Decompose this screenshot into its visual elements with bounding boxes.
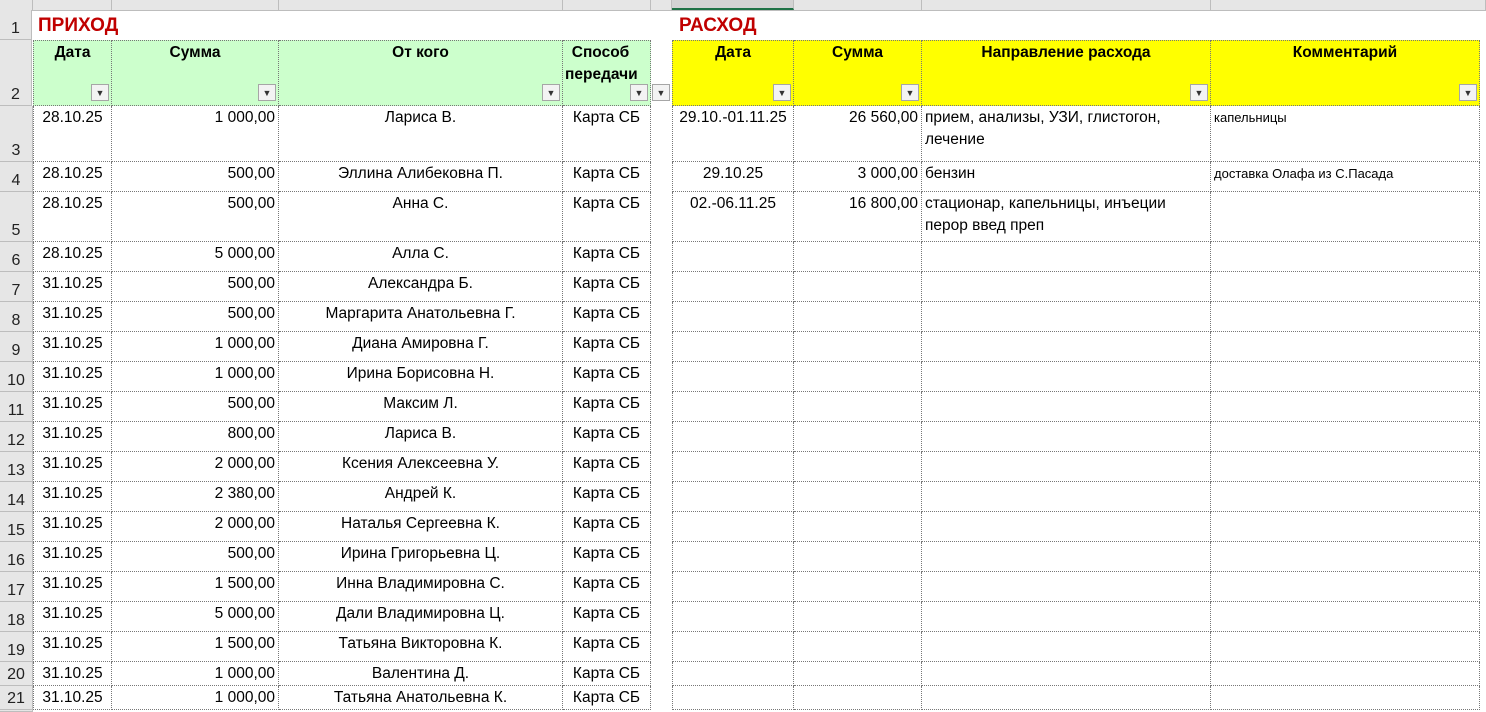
row-number: 10	[7, 372, 25, 389]
row-header[interactable]	[0, 106, 33, 162]
expense-direction-cell[interactable]	[922, 686, 1211, 710]
expense-direction-cell[interactable]	[922, 512, 1211, 542]
expense-direction-cell[interactable]	[922, 632, 1211, 662]
row-number: 11	[7, 402, 25, 419]
income-method-cell[interactable]: Карта СБ	[563, 302, 651, 332]
row-number: 7	[11, 282, 21, 299]
column-header-h[interactable]	[794, 0, 922, 10]
row-number: 18	[7, 612, 25, 629]
row-header[interactable]	[0, 242, 33, 272]
column-header-j[interactable]	[1211, 0, 1486, 10]
expense-comment-cell[interactable]	[1211, 512, 1480, 542]
filter-dropdown-sum[interactable]	[258, 84, 276, 101]
income-sum-cell[interactable]: 2 000,00	[112, 452, 279, 482]
income-from-cell[interactable]: Диана Амировна Г.	[279, 332, 563, 362]
income-date-cell[interactable]: 28.10.25	[33, 192, 112, 242]
row-number: 1	[11, 20, 20, 37]
row-number: 13	[7, 462, 25, 479]
income-method-cell[interactable]: Карта СБ	[563, 362, 651, 392]
expense-sum-cell[interactable]: 26 560,00	[794, 106, 922, 162]
row-number: 19	[7, 642, 25, 659]
expense-sum-cell[interactable]	[794, 392, 922, 422]
income-sum-cell[interactable]: 500,00	[112, 162, 279, 192]
income-date-cell[interactable]: 31.10.25	[33, 512, 112, 542]
expense-date-cell[interactable]	[672, 512, 794, 542]
expense-direction-cell[interactable]: прием, анализы, УЗИ, глистогон, лечение	[922, 106, 1211, 162]
chevron-down-icon: ▼	[1194, 87, 1204, 98]
income-from-cell[interactable]: Татьяна Викторовна К.	[279, 632, 563, 662]
expense-direction-cell[interactable]	[922, 542, 1211, 572]
expense-comment-cell[interactable]	[1211, 482, 1480, 512]
expense-direction-cell[interactable]	[922, 302, 1211, 332]
chevron-down-icon: ▼	[262, 87, 272, 98]
row-number: 16	[7, 552, 25, 569]
expense-sum-cell[interactable]	[794, 662, 922, 686]
income-date-cell[interactable]: 31.10.25	[33, 392, 112, 422]
row-header-2[interactable]	[0, 40, 32, 106]
expense-sum-cell[interactable]: 16 800,00	[794, 192, 922, 242]
row-number: 5	[11, 222, 21, 239]
income-date-cell[interactable]: 31.10.25	[33, 686, 112, 710]
expense-date-cell[interactable]	[672, 686, 794, 710]
expense-comment-cell[interactable]	[1211, 452, 1480, 482]
expense-date-cell[interactable]	[672, 482, 794, 512]
header-label: Дата	[715, 44, 751, 61]
income-header-sum[interactable]	[112, 40, 279, 106]
expense-direction-cell[interactable]	[922, 392, 1211, 422]
header-label: Направление расхода	[981, 44, 1151, 61]
expense-date-cell[interactable]	[672, 362, 794, 392]
expense-sum-cell[interactable]	[794, 302, 922, 332]
select-all-corner[interactable]	[0, 0, 33, 10]
column-header-e[interactable]	[651, 0, 672, 10]
chevron-down-icon: ▼	[95, 87, 105, 98]
income-from-cell[interactable]: Ксения Алексеевна У.	[279, 452, 563, 482]
income-method-cell[interactable]: Карта СБ	[563, 662, 651, 686]
row-header[interactable]	[0, 686, 33, 710]
expense-direction-cell[interactable]: стационар, капельницы, инъеции перор введ преп	[922, 192, 1211, 242]
income-method-cell[interactable]: Карта СБ	[563, 602, 651, 632]
income-method-cell[interactable]: Карта СБ	[563, 106, 651, 162]
column-header-c[interactable]	[279, 0, 563, 10]
row-header[interactable]	[0, 332, 33, 362]
row-header[interactable]	[0, 662, 33, 686]
expense-direction-cell[interactable]	[922, 602, 1211, 632]
expense-comment-cell[interactable]	[1211, 686, 1480, 710]
expense-date-cell[interactable]: 29.10.25	[672, 162, 794, 192]
filter-dropdown-e[interactable]	[652, 84, 670, 101]
expense-date-cell[interactable]	[672, 422, 794, 452]
row-number: 12	[7, 432, 25, 449]
income-method-cell[interactable]: Карта СБ	[563, 162, 651, 192]
expense-comment-cell[interactable]: доставка Олафа из С.Пасада	[1211, 162, 1480, 192]
expense-sum-cell[interactable]	[794, 512, 922, 542]
income-header-from[interactable]	[279, 40, 563, 106]
income-title: ПРИХОД	[38, 15, 119, 36]
expense-direction-cell[interactable]	[922, 242, 1211, 272]
expense-comment-cell[interactable]	[1211, 662, 1480, 686]
income-method-cell[interactable]: Карта СБ	[563, 542, 651, 572]
expense-sum-cell[interactable]: 3 000,00	[794, 162, 922, 192]
row-number: 21	[7, 690, 25, 707]
header-label: От кого	[392, 44, 449, 61]
expense-date-cell[interactable]	[672, 662, 794, 686]
income-method-cell[interactable]: Карта СБ	[563, 482, 651, 512]
income-method-cell[interactable]: Карта СБ	[563, 242, 651, 272]
expense-date-cell[interactable]	[672, 332, 794, 362]
income-from-cell[interactable]: Ирина Григорьевна Ц.	[279, 542, 563, 572]
income-date-cell[interactable]: 31.10.25	[33, 362, 112, 392]
income-method-cell[interactable]: Карта СБ	[563, 512, 651, 542]
expense-direction-cell[interactable]	[922, 272, 1211, 302]
expense-date-cell[interactable]	[672, 542, 794, 572]
expense-sum-cell[interactable]	[794, 422, 922, 452]
chevron-down-icon: ▼	[634, 87, 644, 98]
income-date-cell[interactable]: 31.10.25	[33, 482, 112, 512]
expense-comment-cell[interactable]	[1211, 302, 1480, 332]
row-number: 9	[11, 342, 21, 359]
filter-dropdown-expense-sum[interactable]	[901, 84, 919, 101]
income-from-cell[interactable]: Инна Владимировна С.	[279, 572, 563, 602]
expense-sum-cell[interactable]	[794, 602, 922, 632]
chevron-down-icon: ▼	[656, 87, 666, 98]
expense-header-comment[interactable]	[1211, 40, 1480, 106]
expense-title: РАСХОД	[679, 15, 757, 36]
expense-sum-cell[interactable]	[794, 542, 922, 572]
income-sum-cell[interactable]: 2 380,00	[112, 482, 279, 512]
expense-date-cell[interactable]	[672, 272, 794, 302]
row-number: 2	[11, 86, 20, 103]
income-method-cell[interactable]: Карта СБ	[563, 572, 651, 602]
expense-direction-cell[interactable]	[922, 662, 1211, 686]
income-date-cell[interactable]: 31.10.25	[33, 332, 112, 362]
expense-date-cell[interactable]	[672, 302, 794, 332]
row-header[interactable]	[0, 602, 33, 632]
expense-header-direction[interactable]	[922, 40, 1211, 106]
income-from-cell[interactable]: Валентина Д.	[279, 662, 563, 686]
expense-comment-cell[interactable]	[1211, 392, 1480, 422]
row-header[interactable]	[0, 452, 33, 482]
row-header[interactable]	[0, 482, 33, 512]
expense-comment-cell[interactable]: капельницы	[1211, 106, 1480, 162]
expense-comment-cell[interactable]	[1211, 242, 1480, 272]
row-number: 3	[11, 142, 21, 159]
income-from-cell[interactable]: Лариса В.	[279, 422, 563, 452]
income-sum-cell[interactable]: 1 500,00	[112, 632, 279, 662]
expense-sum-cell[interactable]	[794, 242, 922, 272]
filter-dropdown-from[interactable]	[542, 84, 560, 101]
income-from-cell[interactable]: Наталья Сергеевна К.	[279, 512, 563, 542]
income-sum-cell[interactable]: 500,00	[112, 542, 279, 572]
row-number: 20	[7, 666, 25, 683]
income-sum-cell[interactable]: 1 000,00	[112, 662, 279, 686]
header-label: Способ передачи	[565, 44, 638, 83]
income-from-cell[interactable]: Андрей К.	[279, 482, 563, 512]
row-header[interactable]	[0, 272, 33, 302]
row-header[interactable]	[0, 192, 33, 242]
income-sum-cell[interactable]: 500,00	[112, 272, 279, 302]
expense-direction-cell[interactable]	[922, 452, 1211, 482]
income-sum-cell[interactable]: 500,00	[112, 302, 279, 332]
row-header[interactable]	[0, 392, 33, 422]
income-date-cell[interactable]: 28.10.25	[33, 106, 112, 162]
expense-date-cell[interactable]	[672, 392, 794, 422]
income-sum-cell[interactable]: 5 000,00	[112, 242, 279, 272]
row-header[interactable]	[0, 512, 33, 542]
income-from-cell[interactable]: Дали Владимировна Ц.	[279, 602, 563, 632]
row-header[interactable]	[0, 572, 33, 602]
income-date-cell[interactable]: 31.10.25	[33, 572, 112, 602]
income-from-cell[interactable]: Татьяна Анатольевна К.	[279, 686, 563, 710]
income-date-cell[interactable]: 31.10.25	[33, 542, 112, 572]
expense-date-cell[interactable]	[672, 632, 794, 662]
row-header[interactable]	[0, 162, 33, 192]
expense-comment-cell[interactable]	[1211, 542, 1480, 572]
income-sum-cell[interactable]: 1 500,00	[112, 572, 279, 602]
expense-comment-cell[interactable]	[1211, 572, 1480, 602]
header-label: Сумма	[832, 44, 883, 61]
expense-sum-cell[interactable]	[794, 632, 922, 662]
income-method-cell[interactable]: Карта СБ	[563, 332, 651, 362]
expense-comment-cell[interactable]	[1211, 192, 1480, 242]
expense-direction-cell[interactable]	[922, 572, 1211, 602]
column-header-g[interactable]	[672, 0, 794, 10]
income-sum-cell[interactable]: 2 000,00	[112, 512, 279, 542]
expense-date-cell[interactable]	[672, 452, 794, 482]
expense-date-cell[interactable]	[672, 602, 794, 632]
expense-date-cell[interactable]: 02.-06.11.25	[672, 192, 794, 242]
income-date-cell[interactable]: 31.10.25	[33, 602, 112, 632]
header-label: Дата	[54, 44, 91, 61]
expense-comment-cell[interactable]	[1211, 332, 1480, 362]
income-method-cell[interactable]: Карта СБ	[563, 192, 651, 242]
row-number: 6	[11, 252, 21, 269]
income-sum-cell[interactable]: 800,00	[112, 422, 279, 452]
income-sum-cell[interactable]: 500,00	[112, 392, 279, 422]
expense-comment-cell[interactable]	[1211, 632, 1480, 662]
expense-comment-cell[interactable]	[1211, 422, 1480, 452]
filter-dropdown-method[interactable]	[630, 84, 648, 101]
income-method-cell[interactable]: Карта СБ	[563, 632, 651, 662]
expense-date-cell[interactable]	[672, 242, 794, 272]
income-sum-cell[interactable]: 1 000,00	[112, 686, 279, 710]
expense-comment-cell[interactable]	[1211, 272, 1480, 302]
income-method-cell[interactable]: Карта СБ	[563, 272, 651, 302]
chevron-down-icon: ▼	[777, 87, 787, 98]
income-sum-cell[interactable]: 5 000,00	[112, 602, 279, 632]
row-number: 14	[7, 492, 25, 509]
column-header-b[interactable]	[112, 0, 279, 10]
income-method-cell[interactable]: Карта СБ	[563, 422, 651, 452]
expense-date-cell[interactable]	[672, 572, 794, 602]
income-from-cell[interactable]: Эллина Алибековна П.	[279, 162, 563, 192]
filter-dropdown-date[interactable]	[91, 84, 109, 101]
income-date-cell[interactable]: 31.10.25	[33, 302, 112, 332]
filter-dropdown-expense-date[interactable]	[773, 84, 791, 101]
row-header[interactable]	[0, 302, 33, 332]
expense-direction-cell[interactable]: бензин	[922, 162, 1211, 192]
row-header[interactable]	[0, 632, 33, 662]
expense-date-cell[interactable]: 29.10.-01.11.25	[672, 106, 794, 162]
income-from-cell[interactable]: Александра Б.	[279, 272, 563, 302]
row-number: 8	[11, 312, 21, 329]
income-from-cell[interactable]: Ирина Борисовна Н.	[279, 362, 563, 392]
row-number: 4	[11, 172, 21, 189]
income-date-cell[interactable]: 31.10.25	[33, 422, 112, 452]
income-from-cell[interactable]: Алла С.	[279, 242, 563, 272]
income-from-cell[interactable]: Лариса В.	[279, 106, 563, 162]
row-header[interactable]	[0, 542, 33, 572]
column-header-i[interactable]	[922, 0, 1211, 10]
expense-comment-cell[interactable]	[1211, 602, 1480, 632]
header-label: Сумма	[169, 44, 221, 61]
row-header-1[interactable]	[0, 10, 32, 40]
chevron-down-icon: ▼	[905, 87, 915, 98]
income-from-cell[interactable]: Максим Л.	[279, 392, 563, 422]
income-date-cell[interactable]: 31.10.25	[33, 662, 112, 686]
column-header-d[interactable]	[563, 0, 651, 10]
expense-sum-cell[interactable]	[794, 272, 922, 302]
filter-dropdown-expense-comment[interactable]	[1459, 84, 1477, 101]
income-date-cell[interactable]: 28.10.25	[33, 242, 112, 272]
chevron-down-icon: ▼	[1463, 87, 1473, 98]
income-date-cell[interactable]: 31.10.25	[33, 272, 112, 302]
row-header[interactable]	[0, 362, 33, 392]
header-label: Комментарий	[1292, 44, 1398, 61]
chevron-down-icon: ▼	[546, 87, 556, 98]
expense-sum-cell[interactable]	[794, 572, 922, 602]
income-date-cell[interactable]: 28.10.25	[33, 162, 112, 192]
row-header[interactable]	[0, 422, 33, 452]
expense-sum-cell[interactable]	[794, 452, 922, 482]
row-number: 15	[7, 522, 25, 539]
expense-sum-cell[interactable]	[794, 332, 922, 362]
column-header-a[interactable]	[33, 0, 112, 10]
income-sum-cell[interactable]: 500,00	[112, 192, 279, 242]
expense-sum-cell[interactable]	[794, 482, 922, 512]
income-sum-cell[interactable]: 1 000,00	[112, 362, 279, 392]
income-from-cell[interactable]: Маргарита Анатольевна Г.	[279, 302, 563, 332]
income-method-cell[interactable]: Карта СБ	[563, 686, 651, 710]
income-method-cell[interactable]: Карта СБ	[563, 452, 651, 482]
expense-sum-cell[interactable]	[794, 362, 922, 392]
filter-dropdown-expense-direction[interactable]	[1190, 84, 1208, 101]
income-from-cell[interactable]: Анна С.	[279, 192, 563, 242]
expense-direction-cell[interactable]	[922, 332, 1211, 362]
expense-direction-cell[interactable]	[922, 482, 1211, 512]
expense-direction-cell[interactable]	[922, 362, 1211, 392]
income-sum-cell[interactable]: 1 000,00	[112, 106, 279, 162]
income-date-cell[interactable]: 31.10.25	[33, 632, 112, 662]
expense-direction-cell[interactable]	[922, 422, 1211, 452]
income-date-cell[interactable]: 31.10.25	[33, 452, 112, 482]
income-sum-cell[interactable]: 1 000,00	[112, 332, 279, 362]
row-number: 17	[7, 582, 25, 599]
expense-comment-cell[interactable]	[1211, 362, 1480, 392]
expense-sum-cell[interactable]	[794, 686, 922, 710]
income-method-cell[interactable]: Карта СБ	[563, 392, 651, 422]
